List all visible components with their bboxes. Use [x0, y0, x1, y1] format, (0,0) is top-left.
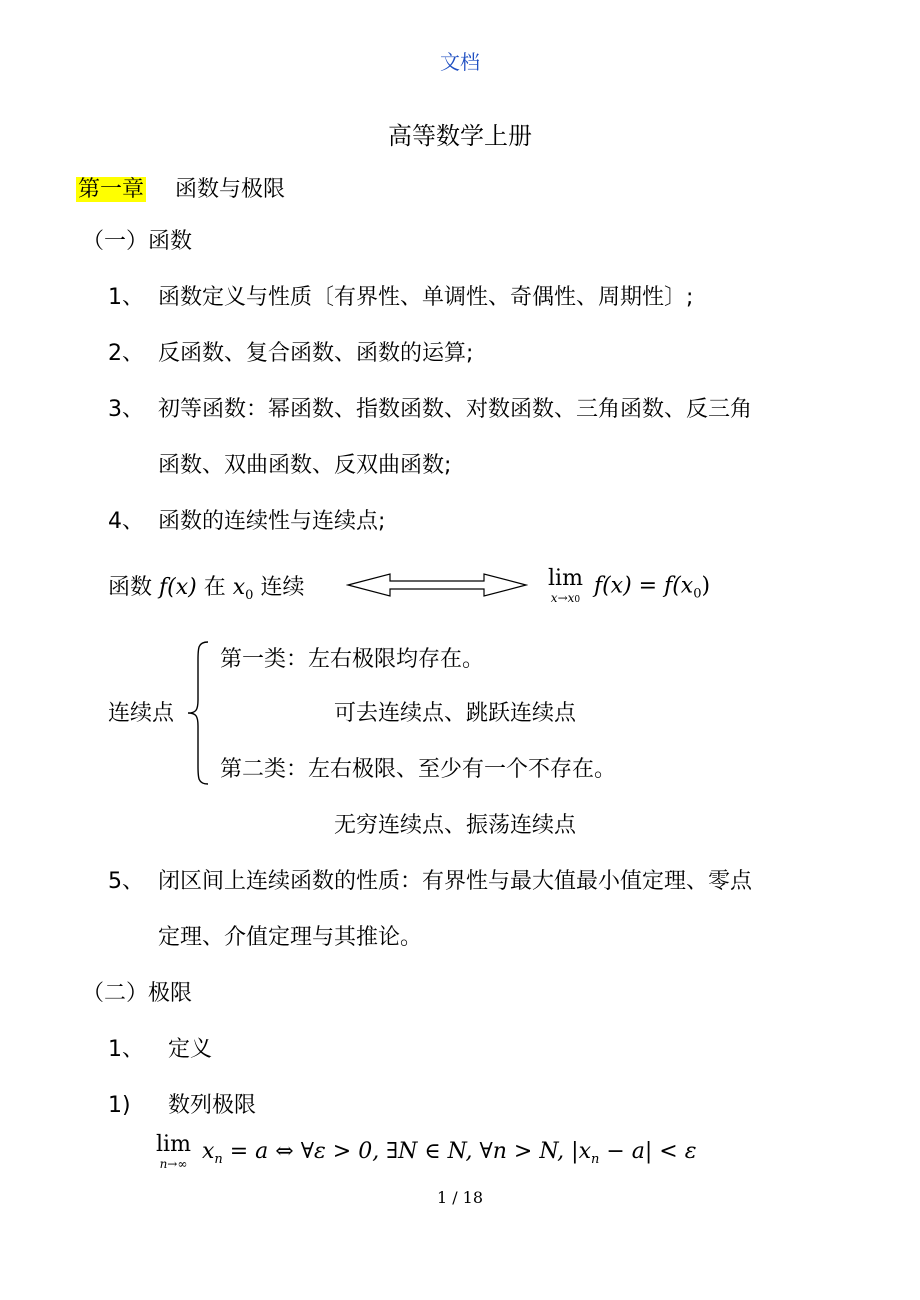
list-item: [108, 396, 752, 424]
continuity-suffix: 连续: [260, 575, 305, 600]
continuity-mid: 在: [203, 575, 226, 600]
list-item: [108, 868, 752, 896]
list-item-continued: [108, 452, 451, 480]
list-item: [108, 340, 473, 368]
list-item-continued: 定理、介值定理与其推论。: [158, 925, 423, 950]
item-number: 4、: [108, 509, 144, 534]
item-text: 闭区间上连续函数的性质：有界性与最大值最小值定理、零点: [158, 869, 753, 894]
chapter-name: 函数与极限: [175, 177, 286, 202]
discontinuity-label: 连续点: [108, 701, 175, 726]
chapter-heading: [76, 172, 285, 203]
item-text: 反函数、复合函数、函数的运算;: [158, 341, 474, 366]
limit-formula: [548, 568, 710, 605]
lim-under: [551, 592, 580, 605]
section-heading-functions: （一）函数: [82, 229, 193, 254]
x0-base: x: [232, 575, 246, 600]
limit-operator: [156, 1134, 191, 1170]
sequence-subscript: n: [214, 1152, 223, 1167]
x0-symbol: [232, 575, 254, 603]
page-header: 文档: [440, 50, 480, 74]
continuity-statement: [108, 574, 304, 610]
item-number: 1、: [108, 1037, 144, 1062]
limit-operator: [548, 568, 583, 605]
page-title: 高等数学上册: [388, 122, 532, 150]
item-number: 1): [108, 1093, 131, 1118]
x0-subscript: 0: [245, 588, 254, 603]
definition-item: [108, 1036, 212, 1064]
limit-rhs-close: ): [701, 573, 711, 599]
item-text: 函数、双曲函数、反双曲函数;: [158, 453, 452, 478]
item-number: 2、: [108, 341, 144, 366]
item-text: 初等函数：幂函数、指数函数、对数函数、三角函数、反三角: [158, 397, 753, 422]
limit-definition: = a ⇔ ∀ε > 0, ∃N ∈ N, ∀n > N, |x: [229, 1139, 591, 1164]
lim-under-subscript: 0: [574, 595, 581, 605]
second-kind-types: 无穷连续点、振荡连续点: [334, 813, 577, 838]
sub-item: [108, 1092, 256, 1120]
item-number: 1、: [108, 285, 144, 310]
first-kind-types: 可去连续点、跳跃连续点: [334, 701, 577, 726]
limit-rhs: f(x) = f(x: [593, 573, 694, 599]
equivalence-arrow-icon: [346, 572, 528, 598]
abs-subscript: n: [590, 1152, 600, 1167]
item-text: 函数定义与性质〔有界性、单调性、奇偶性、周期性〕;: [158, 285, 694, 310]
section-heading-limits: （二）极限: [82, 981, 193, 1006]
item-text: 数列极限: [168, 1093, 257, 1118]
item-text: 函数的连续性与连续点;: [158, 509, 386, 534]
sequence-limit-formula: [156, 1134, 697, 1170]
lim-under-text: n→∞: [159, 1157, 188, 1171]
limit-rhs-subscript: 0: [693, 586, 702, 602]
chapter-label: 第一章: [78, 177, 145, 202]
first-kind-text: 第一类：左右极限均存在。: [220, 647, 485, 672]
curly-brace-icon: [186, 640, 212, 786]
item-number: 3、: [108, 397, 144, 422]
item-number: 5、: [108, 869, 144, 894]
page-number: 1 / 18: [436, 1188, 484, 1207]
continuity-prefix: 函数: [108, 575, 153, 600]
lim-under-text: x→x: [550, 591, 575, 605]
item-text: 定义: [168, 1037, 213, 1062]
fx-expression: f(x): [159, 575, 197, 600]
limit-definition-tail: − a| < ε: [606, 1139, 697, 1164]
list-item: [108, 284, 693, 312]
list-item: [108, 508, 385, 536]
sequence-term: x: [201, 1139, 215, 1164]
second-kind-text: 第二类：左右极限、至少有一个不存在。: [220, 757, 617, 782]
lim-text: lim: [548, 566, 583, 591]
lim-text: lim: [156, 1132, 191, 1157]
